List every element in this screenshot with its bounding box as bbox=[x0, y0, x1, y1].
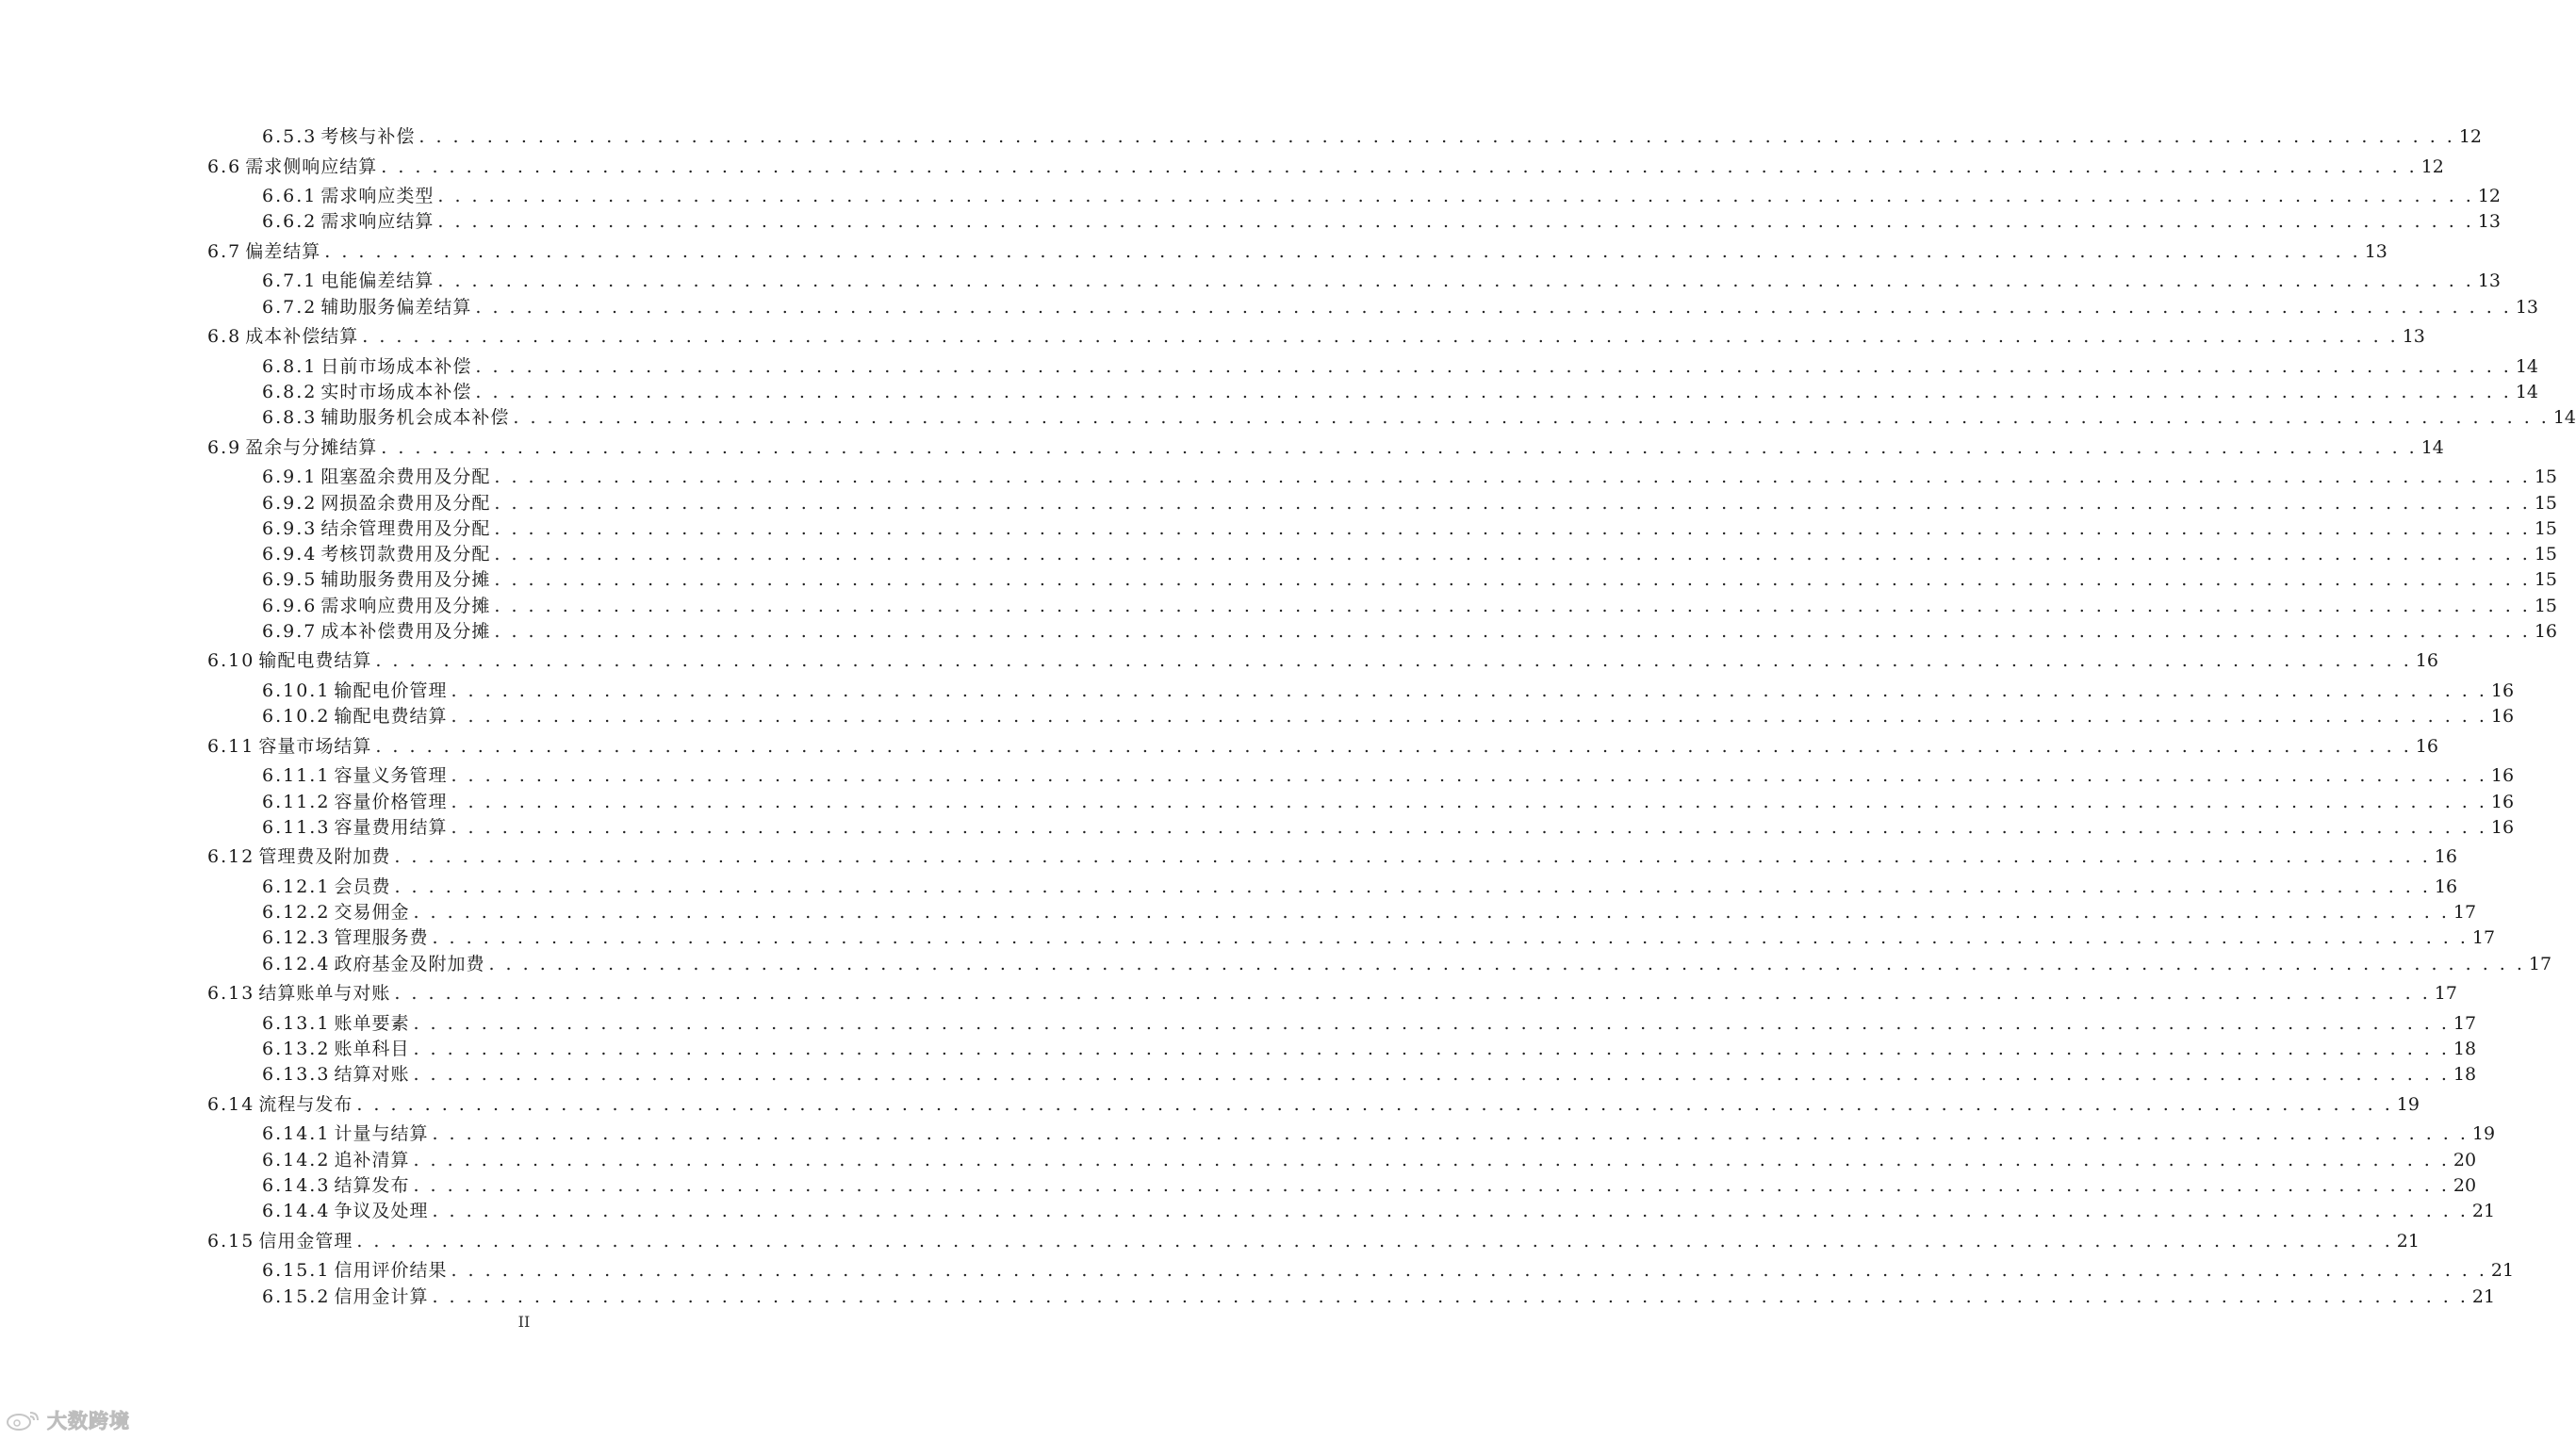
toc-entry-title: 输配电价管理 bbox=[334, 680, 448, 701]
toc-dot-leader: . . . . . . . . . . . . . . . . . . . . . . . . . . . . . . . . . . . . . . . . . . . . . . . . . . . . . . . . . . . . . . . . . . . . . . . . . . . . . . . . . . . . . . . . . . . . . . . . . . . . . . . . . . . . . . . . . . . . . . . . bbox=[475, 356, 2512, 377]
toc-subsection-entry[interactable] bbox=[262, 209, 2502, 234]
toc-dot-leader: . . . . . . . . . . . . . . . . . . . . . . . . . . . . . . . . . . . . . . . . . . . . . . . . . . . . . . . . . . . . . . . . . . . . . . . . . . . . . . . . . . . . . . . . . . . . . . . . . . . . . . . . . . . . . . . . . . . . . . . . bbox=[494, 596, 2531, 616]
toc-entry-number: 6.13.2 bbox=[262, 1039, 331, 1059]
toc-entry-number: 6.9.3 bbox=[262, 518, 318, 539]
toc-entry-number: 6.7.2 bbox=[262, 297, 318, 318]
toc-page-number: 14 bbox=[2515, 382, 2539, 402]
toc-page-number: 12 bbox=[2477, 186, 2502, 206]
toc-entry-number: 6.9.5 bbox=[262, 569, 318, 590]
toc-entry-number: 6.8.2 bbox=[262, 382, 318, 402]
toc-page-number: 13 bbox=[2477, 211, 2502, 232]
toc-section-entry[interactable] bbox=[207, 1092, 2420, 1117]
toc-entry-number: 6.9.4 bbox=[262, 544, 318, 565]
toc-entry-title: 信用金管理 bbox=[258, 1231, 353, 1252]
toc-dot-leader: . . . . . . . . . . . . . . . . . . . . . . . . . . . . . . . . . . . . . . . . . . . . . . . . . . . . . . . . . . . . . . . . . . . . . . . . . . . . . . . . . . . . . . . . . . . . . . . . . . . . . . . . . . . . . . . . . . . . . . . . bbox=[356, 1231, 2393, 1252]
toc-entry-number: 6.9.2 bbox=[262, 493, 318, 514]
toc-subsection-entry[interactable] bbox=[262, 405, 2576, 430]
toc-page-number: 14 bbox=[2515, 356, 2539, 377]
toc-dot-leader: . . . . . . . . . . . . . . . . . . . . . . . . . . . . . . . . . . . . . . . . . . . . . . . . . . . . . . . . . . . . . . . . . . . . . . . . . . . . . . . . . . . . . . . . . . . . . . . . . . . . . . . . . . . . . . . . . . . . . . . . bbox=[324, 241, 2361, 262]
toc-subsection-entry[interactable] bbox=[262, 516, 2558, 541]
toc-dot-leader: . . . . . . . . . . . . . . . . . . . . . . . . . . . . . . . . . . . . . . . . . . . . . . . . . . . . . . . . . . . . . . . . . . . . . . . . . . . . . . . . . . . . . . . . . . . . . . . . . . . . . . . . . . . . . . . . . . . . . . . . bbox=[375, 650, 2412, 671]
toc-page-number: 16 bbox=[2534, 621, 2558, 642]
toc-entry-number: 6.6 bbox=[207, 156, 242, 177]
toc-entry-title: 容量市场结算 bbox=[258, 736, 372, 757]
toc-page-number: 15 bbox=[2534, 518, 2558, 539]
toc-entry-title: 容量义务管理 bbox=[334, 765, 448, 786]
toc-dot-leader: . . . . . . . . . . . . . . . . . . . . . . . . . . . . . . . . . . . . . . . . . . . . . . . . . . . . . . . . . . . . . . . . . . . . . . . . . . . . . . . . . . . . . . . . . . . . . . . . . . . . . . . . . . . . . . . . . . . . . . . . bbox=[494, 518, 2531, 539]
toc-dot-leader: . . . . . . . . . . . . . . . . . . . . . . . . . . . . . . . . . . . . . . . . . . . . . . . . . . . . . . . . . . . . . . . . . . . . . . . . . . . . . . . . . . . . . . . . . . . . . . . . . . . . . . . . . . . . . . . . . . . . . . . . bbox=[413, 1039, 2450, 1059]
toc-section-entry[interactable] bbox=[207, 155, 2444, 179]
toc-page-number: 19 bbox=[2396, 1094, 2420, 1115]
toc-page-number: 21 bbox=[2490, 1260, 2515, 1281]
toc-entry-title: 管理费及附加费 bbox=[258, 846, 391, 867]
toc-page-number: 15 bbox=[2534, 544, 2558, 565]
toc-dot-leader: . . . . . . . . . . . . . . . . . . . . . . . . . . . . . . . . . . . . . . . . . . . . . . . . . . . . . . . . . . . . . . . . . . . . . . . . . . . . . . . . . . . . . . . . . . . . . . . . . . . . . . . . . . . . . . . . . . . . . . . . bbox=[437, 186, 2474, 206]
toc-entry-number: 6.11.2 bbox=[262, 792, 331, 812]
toc-page-number: 17 bbox=[2471, 927, 2496, 948]
toc-entry-title: 计量与结算 bbox=[334, 1123, 429, 1144]
toc-dot-leader: . . . . . . . . . . . . . . . . . . . . . . . . . . . . . . . . . . . . . . . . . . . . . . . . . . . . . . . . . . . . . . . . . . . . . . . . . . . . . . . . . . . . . . . . . . . . . . . . . . . . . . . . . . . . . . . . . . . . . . . . bbox=[451, 765, 2487, 786]
toc-entry-number: 6.5.3 bbox=[262, 126, 318, 147]
toc-subsection-entry[interactable] bbox=[262, 679, 2515, 703]
toc-page-number: 16 bbox=[2490, 817, 2515, 838]
toc-dot-leader: . . . . . . . . . . . . . . . . . . . . . . . . . . . . . . . . . . . . . . . . . . . . . . . . . . . . . . . . . . . . . . . . . . . . . . . . . . . . . . . . . . . . . . . . . . . . . . . . . . . . . . . . . . . . . . . . . . . . . . . . bbox=[432, 1123, 2469, 1144]
toc-section-entry[interactable] bbox=[207, 435, 2444, 460]
toc-section-entry[interactable] bbox=[207, 324, 2425, 349]
toc-entry-title: 辅助服务机会成本补偿 bbox=[320, 407, 510, 428]
toc-entry-number: 6.14.4 bbox=[262, 1201, 331, 1221]
toc-section-entry[interactable] bbox=[207, 239, 2387, 264]
toc-dot-leader: . . . . . . . . . . . . . . . . . . . . . . . . . . . . . . . . . . . . . . . . . . . . . . . . . . . . . . . . . . . . . . . . . . . . . . . . . . . . . . . . . . . . . . . . . . . . . . . . . . . . . . . . . . . . . . . . . . . . . . . . bbox=[432, 927, 2469, 948]
toc-subsection-entry[interactable] bbox=[262, 295, 2539, 319]
toc-entry-number: 6.7 bbox=[207, 241, 242, 262]
toc-entry-number: 6.11 bbox=[207, 736, 255, 757]
toc-page-number: 17 bbox=[2453, 1013, 2477, 1034]
toc-dot-leader: . . . . . . . . . . . . . . . . . . . . . . . . . . . . . . . . . . . . . . . . . . . . . . . . . . . . . . . . . . . . . . . . . . . . . . . . . . . . . . . . . . . . . . . . . . . . . . . . . . . . . . . . . . . . . . . . . . . . . . . . bbox=[381, 437, 2418, 458]
toc-dot-leader: . . . . . . . . . . . . . . . . . . . . . . . . . . . . . . . . . . . . . . . . . . . . . . . . . . . . . . . . . . . . . . . . . . . . . . . . . . . . . . . . . . . . . . . . . . . . . . . . . . . . . . . . . . . . . . . . . . . . . . . . bbox=[375, 736, 2412, 757]
toc-entry-number: 6.6.2 bbox=[262, 211, 318, 232]
toc-subsection-entry[interactable] bbox=[262, 763, 2515, 788]
toc-section-entry[interactable] bbox=[207, 844, 2457, 869]
toc-entry-title: 政府基金及附加费 bbox=[334, 954, 485, 974]
toc-entry-number: 6.8 bbox=[207, 326, 242, 347]
toc-dot-leader: . . . . . . . . . . . . . . . . . . . . . . . . . . . . . . . . . . . . . . . . . . . . . . . . . . . . . . . . . . . . . . . . . . . . . . . . . . . . . . . . . . . . . . . . . . . . . . . . . . . . . . . . . . . . . . . . . . . . . . . . bbox=[362, 326, 2399, 347]
toc-dot-leader: . . . . . . . . . . . . . . . . . . . . . . . . . . . . . . . . . . . . . . . . . . . . . . . . . . . . . . . . . . . . . . . . . . . . . . . . . . . . . . . . . . . . . . . . . . . . . . . . . . . . . . . . . . . . . . . . . . . . . . . . bbox=[494, 493, 2531, 514]
toc-page-number: 12 bbox=[2420, 156, 2444, 177]
toc-page-number: 19 bbox=[2471, 1123, 2496, 1144]
toc-entry-number: 6.11.1 bbox=[262, 765, 331, 786]
toc-entry-title: 账单要素 bbox=[334, 1013, 410, 1034]
toc-entry-title: 电能偏差结算 bbox=[320, 270, 435, 291]
toc-subsection-entry[interactable] bbox=[262, 704, 2515, 728]
toc-entry-number: 6.12 bbox=[207, 846, 255, 867]
toc-entry-number: 6.10 bbox=[207, 650, 255, 671]
toc-subsection-entry[interactable] bbox=[262, 491, 2558, 515]
toc-entry-number: 6.12.3 bbox=[262, 927, 331, 948]
toc-subsection-entry[interactable] bbox=[262, 184, 2502, 208]
toc-entry-number: 6.15.1 bbox=[262, 1260, 331, 1281]
toc-entry-number: 6.15.2 bbox=[262, 1286, 331, 1307]
toc-entry-number: 6.14.3 bbox=[262, 1175, 331, 1196]
toc-entry-title: 网损盈余费用及分配 bbox=[320, 493, 491, 514]
toc-subsection-entry[interactable] bbox=[262, 354, 2539, 379]
toc-subsection-entry[interactable] bbox=[262, 815, 2515, 840]
toc-page-number: 21 bbox=[2471, 1201, 2496, 1221]
toc-subsection-entry[interactable] bbox=[262, 465, 2558, 489]
toc-entry-title: 阻塞盈余费用及分配 bbox=[320, 466, 491, 487]
toc-subsection-entry[interactable] bbox=[262, 567, 2558, 592]
toc-subsection-entry[interactable] bbox=[262, 1062, 2477, 1087]
toc-subsection-entry[interactable] bbox=[262, 1121, 2496, 1146]
toc-dot-leader: . . . . . . . . . . . . . . . . . . . . . . . . . . . . . . . . . . . . . . . . . . . . . . . . . . . . . . . . . . . . . . . . . . . . . . . . . . . . . . . . . . . . . . . . . . . . . . . . . . . . . . . . . . . . . . . . . . . . . . . . bbox=[494, 466, 2531, 487]
toc-entry-title: 交易佣金 bbox=[334, 902, 410, 923]
toc-dot-leader: . . . . . . . . . . . . . . . . . . . . . . . . . . . . . . . . . . . . . . . . . . . . . . . . . . . . . . . . . . . . . . . . . . . . . . . . . . . . . . . . . . . . . . . . . . . . . . . . . . . . . . . . . . . . . . . . . . . . . . . . bbox=[432, 1201, 2469, 1221]
toc-entry-title: 管理服务费 bbox=[334, 927, 429, 948]
toc-page-number: 16 bbox=[2490, 765, 2515, 786]
toc-entry-number: 6.13.1 bbox=[262, 1013, 331, 1034]
toc-page-number: 16 bbox=[2434, 876, 2458, 897]
toc-entry-number: 6.14 bbox=[207, 1094, 255, 1115]
toc-entry-number: 6.6.1 bbox=[262, 186, 318, 206]
toc-dot-leader: . . . . . . . . . . . . . . . . . . . . . . . . . . . . . . . . . . . . . . . . . . . . . . . . . . . . . . . . . . . . . . . . . . . . . . . . . . . . . . . . . . . . . . . . . . . . . . . . . . . . . . . . . . . . . . . . . . . . . . . . bbox=[451, 1260, 2487, 1281]
toc-entry-title: 容量费用结算 bbox=[334, 817, 448, 838]
toc-entry-number: 6.7.1 bbox=[262, 270, 318, 291]
toc-page-number: 21 bbox=[2471, 1286, 2496, 1307]
watermark bbox=[6, 1406, 130, 1434]
toc-dot-leader: . . . . . . . . . . . . . . . . . . . . . . . . . . . . . . . . . . . . . . . . . . . . . . . . . . . . . . . . . . . . . . . . . . . . . . . . . . . . . . . . . . . . . . . . . . . . . . . . . . . . . . . . . . . . . . . . . . . . . . . . bbox=[413, 1013, 2450, 1034]
toc-dot-leader: . . . . . . . . . . . . . . . . . . . . . . . . . . . . . . . . . . . . . . . . . . . . . . . . . . . . . . . . . . . . . . . . . . . . . . . . . . . . . . . . . . . . . . . . . . . . . . . . . . . . . . . . . . . . . . . . . . . . . . . . bbox=[513, 407, 2550, 428]
toc-page-number: 20 bbox=[2453, 1150, 2477, 1170]
toc-subsection-entry[interactable] bbox=[262, 594, 2558, 618]
toc-subsection-entry[interactable] bbox=[262, 1199, 2496, 1223]
toc-page-number: 15 bbox=[2534, 569, 2558, 590]
toc-entry-title: 辅助服务偏差结算 bbox=[320, 297, 472, 318]
toc-entry-number: 6.14.1 bbox=[262, 1123, 331, 1144]
toc-subsection-entry[interactable] bbox=[262, 124, 2483, 149]
toc-page-number: 16 bbox=[2490, 706, 2515, 727]
toc-entry-number: 6.13 bbox=[207, 983, 255, 1004]
toc-dot-leader: . . . . . . . . . . . . . . . . . . . . . . . . . . . . . . . . . . . . . . . . . . . . . . . . . . . . . . . . . . . . . . . . . . . . . . . . . . . . . . . . . . . . . . . . . . . . . . . . . . . . . . . . . . . . . . . . . . . . . . . . bbox=[432, 1286, 2469, 1307]
toc-entry-title: 信用评价结果 bbox=[334, 1260, 448, 1281]
toc-dot-leader: . . . . . . . . . . . . . . . . . . . . . . . . . . . . . . . . . . . . . . . . . . . . . . . . . . . . . . . . . . . . . . . . . . . . . . . . . . . . . . . . . . . . . . . . . . . . . . . . . . . . . . . . . . . . . . . . . . . . . . . . bbox=[413, 1064, 2450, 1085]
toc-entry-title: 会员费 bbox=[334, 876, 391, 897]
toc-entry-number: 6.8.3 bbox=[262, 407, 318, 428]
toc-page-number: 21 bbox=[2396, 1231, 2420, 1252]
toc-entry-title: 流程与发布 bbox=[258, 1094, 353, 1115]
toc-dot-leader: . . . . . . . . . . . . . . . . . . . . . . . . . . . . . . . . . . . . . . . . . . . . . . . . . . . . . . . . . . . . . . . . . . . . . . . . . . . . . . . . . . . . . . . . . . . . . . . . . . . . . . . . . . . . . . . . . . . . . . . . bbox=[418, 126, 2455, 147]
toc-page-number: 16 bbox=[2434, 846, 2457, 867]
toc-dot-leader: . . . . . . . . . . . . . . . . . . . . . . . . . . . . . . . . . . . . . . . . . . . . . . . . . . . . . . . . . . . . . . . . . . . . . . . . . . . . . . . . . . . . . . . . . . . . . . . . . . . . . . . . . . . . . . . . . . . . . . . . bbox=[451, 792, 2487, 812]
toc-entry-title: 需求侧响应结算 bbox=[245, 156, 378, 177]
toc-entry-title: 追补清算 bbox=[334, 1150, 410, 1170]
toc-dot-leader: . . . . . . . . . . . . . . . . . . . . . . . . . . . . . . . . . . . . . . . . . . . . . . . . . . . . . . . . . . . . . . . . . . . . . . . . . . . . . . . . . . . . . . . . . . . . . . . . . . . . . . . . . . . . . . . . . . . . . . . . bbox=[437, 211, 2474, 232]
toc-entry-number: 6.14.2 bbox=[262, 1150, 331, 1170]
toc-entry-title: 信用金计算 bbox=[334, 1286, 429, 1307]
toc-dot-leader: . . . . . . . . . . . . . . . . . . . . . . . . . . . . . . . . . . . . . . . . . . . . . . . . . . . . . . . . . . . . . . . . . . . . . . . . . . . . . . . . . . . . . . . . . . . . . . . . . . . . . . . . . . . . . . . . . . . . . . . . bbox=[394, 876, 2431, 897]
toc-entry-title: 账单科目 bbox=[334, 1039, 410, 1059]
toc-section-entry[interactable] bbox=[207, 648, 2438, 673]
toc-entry-title: 容量价格管理 bbox=[334, 792, 448, 812]
toc-subsection-entry[interactable] bbox=[262, 1173, 2477, 1198]
weibo-logo-icon bbox=[6, 1409, 43, 1432]
toc-page-number: 15 bbox=[2534, 466, 2558, 487]
toc-entry-number: 6.12.1 bbox=[262, 876, 331, 897]
toc-subsection-entry[interactable] bbox=[262, 1037, 2477, 1061]
toc-subsection-entry[interactable] bbox=[262, 269, 2502, 293]
toc-entry-title: 需求响应结算 bbox=[320, 211, 435, 232]
toc-dot-leader: . . . . . . . . . . . . . . . . . . . . . . . . . . . . . . . . . . . . . . . . . . . . . . . . . . . . . . . . . . . . . . . . . . . . . . . . . . . . . . . . . . . . . . . . . . . . . . . . . . . . . . . . . . . . . . . . . . . . . . . . bbox=[494, 569, 2531, 590]
toc-entry-number: 6.15 bbox=[207, 1231, 255, 1252]
toc-entry-title: 需求响应费用及分摊 bbox=[320, 596, 491, 616]
toc-entry-number: 6.9.7 bbox=[262, 621, 318, 642]
toc-page-number: 16 bbox=[2490, 680, 2515, 701]
toc-entry-title: 考核与补偿 bbox=[320, 126, 416, 147]
toc-entry-title: 输配电费结算 bbox=[258, 650, 372, 671]
toc-subsection-entry[interactable] bbox=[262, 900, 2477, 925]
toc-subsection-entry[interactable] bbox=[262, 1258, 2515, 1283]
toc-entry-title: 实时市场成本补偿 bbox=[320, 382, 472, 402]
toc-dot-leader: . . . . . . . . . . . . . . . . . . . . . . . . . . . . . . . . . . . . . . . . . . . . . . . . . . . . . . . . . . . . . . . . . . . . . . . . . . . . . . . . . . . . . . . . . . . . . . . . . . . . . . . . . . . . . . . . . . . . . . . . bbox=[494, 544, 2531, 565]
toc-entry-title: 结算账单与对账 bbox=[258, 983, 391, 1004]
toc-entry-title: 需求响应类型 bbox=[320, 186, 435, 206]
toc-page-number: 16 bbox=[2415, 650, 2438, 671]
toc-entry-title: 偏差结算 bbox=[245, 241, 321, 262]
toc-dot-leader: . . . . . . . . . . . . . . . . . . . . . . . . . . . . . . . . . . . . . . . . . . . . . . . . . . . . . . . . . . . . . . . . . . . . . . . . . . . . . . . . . . . . . . . . . . . . . . . . . . . . . . . . . . . . . . . . . . . . . . . . bbox=[356, 1094, 2393, 1115]
toc-entry-title: 日前市场成本补偿 bbox=[320, 356, 472, 377]
toc-page-number: 17 bbox=[2453, 902, 2477, 923]
toc-entry-number: 6.12.2 bbox=[262, 902, 331, 923]
toc-entry-title: 结余管理费用及分配 bbox=[320, 518, 491, 539]
toc-dot-leader: . . . . . . . . . . . . . . . . . . . . . . . . . . . . . . . . . . . . . . . . . . . . . . . . . . . . . . . . . . . . . . . . . . . . . . . . . . . . . . . . . . . . . . . . . . . . . . . . . . . . . . . . . . . . . . . . . . . . . . . . bbox=[394, 846, 2431, 867]
toc-page-number: 16 bbox=[2415, 736, 2438, 757]
toc-entry-number: 6.12.4 bbox=[262, 954, 331, 974]
toc-entry-title: 结算发布 bbox=[334, 1175, 410, 1196]
toc-entry-title: 辅助服务费用及分摊 bbox=[320, 569, 491, 590]
toc-page-number: 17 bbox=[2434, 983, 2457, 1004]
toc-entry-number: 6.8.1 bbox=[262, 356, 318, 377]
toc-dot-leader: . . . . . . . . . . . . . . . . . . . . . . . . . . . . . . . . . . . . . . . . . . . . . . . . . . . . . . . . . . . . . . . . . . . . . . . . . . . . . . . . . . . . . . . . . . . . . . . . . . . . . . . . . . . . . . . . . . . . . . . . bbox=[437, 270, 2474, 291]
toc-subsection-entry[interactable] bbox=[262, 925, 2496, 950]
toc-dot-leader: . . . . . . . . . . . . . . . . . . . . . . . . . . . . . . . . . . . . . . . . . . . . . . . . . . . . . . . . . . . . . . . . . . . . . . . . . . . . . . . . . . . . . . . . . . . . . . . . . . . . . . . . . . . . . . . . . . . . . . . . bbox=[381, 156, 2418, 177]
toc-subsection-entry[interactable] bbox=[262, 380, 2539, 404]
toc-dot-leader: . . . . . . . . . . . . . . . . . . . . . . . . . . . . . . . . . . . . . . . . . . . . . . . . . . . . . . . . . . . . . . . . . . . . . . . . . . . . . . . . . . . . . . . . . . . . . . . . . . . . . . . . . . . . . . . . . . . . . . . . bbox=[413, 902, 2450, 923]
toc-dot-leader: . . . . . . . . . . . . . . . . . . . . . . . . . . . . . . . . . . . . . . . . . . . . . . . . . . . . . . . . . . . . . . . . . . . . . . . . . . . . . . . . . . . . . . . . . . . . . . . . . . . . . . . . . . . . . . . . . . . . . . . . bbox=[413, 1175, 2450, 1196]
toc-entry-title: 成本补偿结算 bbox=[245, 326, 359, 347]
toc-section-entry[interactable] bbox=[207, 734, 2438, 759]
toc-entry-title: 争议及处理 bbox=[334, 1201, 429, 1221]
watermark-text: 大数跨境 bbox=[47, 1410, 130, 1432]
toc-dot-leader: . . . . . . . . . . . . . . . . . . . . . . . . . . . . . . . . . . . . . . . . . . . . . . . . . . . . . . . . . . . . . . . . . . . . . . . . . . . . . . . . . . . . . . . . . . . . . . . . . . . . . . . . . . . . . . . . . . . . . . . . bbox=[451, 817, 2487, 838]
toc-page-number: 15 bbox=[2534, 493, 2558, 514]
toc-subsection-entry[interactable] bbox=[262, 619, 2558, 644]
toc-subsection-entry[interactable] bbox=[262, 875, 2458, 899]
toc-page-number: 16 bbox=[2490, 792, 2515, 812]
toc-page-number: 18 bbox=[2453, 1039, 2477, 1059]
toc-page-number: 18 bbox=[2453, 1064, 2477, 1085]
page-number: II bbox=[517, 1313, 531, 1331]
toc-page-number: 17 bbox=[2528, 954, 2552, 974]
toc-subsection-entry[interactable] bbox=[262, 1285, 2496, 1309]
toc-dot-leader: . . . . . . . . . . . . . . . . . . . . . . . . . . . . . . . . . . . . . . . . . . . . . . . . . . . . . . . . . . . . . . . . . . . . . . . . . . . . . . . . . . . . . . . . . . . . . . . . . . . . . . . . . . . . . . . . . . . . . . . . bbox=[451, 706, 2487, 727]
toc-page-number: 12 bbox=[2458, 126, 2483, 147]
toc-entry-number: 6.10.1 bbox=[262, 680, 331, 701]
toc-page-number: 20 bbox=[2453, 1175, 2477, 1196]
toc-dot-leader: . . . . . . . . . . . . . . . . . . . . . . . . . . . . . . . . . . . . . . . . . . . . . . . . . . . . . . . . . . . . . . . . . . . . . . . . . . . . . . . . . . . . . . . . . . . . . . . . . . . . . . . . . . . . . . . . . . . . . . . . bbox=[413, 1150, 2450, 1170]
toc-dot-leader: . . . . . . . . . . . . . . . . . . . . . . . . . . . . . . . . . . . . . . . . . . . . . . . . . . . . . . . . . . . . . . . . . . . . . . . . . . . . . . . . . . . . . . . . . . . . . . . . . . . . . . . . . . . . . . . . . . . . . . . . bbox=[488, 954, 2525, 974]
toc-dot-leader: . . . . . . . . . . . . . . . . . . . . . . . . . . . . . . . . . . . . . . . . . . . . . . . . . . . . . . . . . . . . . . . . . . . . . . . . . . . . . . . . . . . . . . . . . . . . . . . . . . . . . . . . . . . . . . . . . . . . . . . . bbox=[451, 680, 2487, 701]
toc-dot-leader: . . . . . . . . . . . . . . . . . . . . . . . . . . . . . . . . . . . . . . . . . . . . . . . . . . . . . . . . . . . . . . . . . . . . . . . . . . . . . . . . . . . . . . . . . . . . . . . . . . . . . . . . . . . . . . . . . . . . . . . . bbox=[475, 382, 2512, 402]
toc-page-number: 13 bbox=[2477, 270, 2502, 291]
toc-dot-leader: . . . . . . . . . . . . . . . . . . . . . . . . . . . . . . . . . . . . . . . . . . . . . . . . . . . . . . . . . . . . . . . . . . . . . . . . . . . . . . . . . . . . . . . . . . . . . . . . . . . . . . . . . . . . . . . . . . . . . . . . bbox=[494, 621, 2531, 642]
toc-page-number: 13 bbox=[2515, 297, 2539, 318]
toc-page-number: 13 bbox=[2402, 326, 2425, 347]
toc-subsection-entry[interactable] bbox=[262, 542, 2558, 566]
toc-section-entry[interactable] bbox=[207, 1229, 2420, 1253]
toc-dot-leader: . . . . . . . . . . . . . . . . . . . . . . . . . . . . . . . . . . . . . . . . . . . . . . . . . . . . . . . . . . . . . . . . . . . . . . . . . . . . . . . . . . . . . . . . . . . . . . . . . . . . . . . . . . . . . . . . . . . . . . . . bbox=[475, 297, 2512, 318]
toc-entry-title: 输配电费结算 bbox=[334, 706, 448, 727]
toc-subsection-entry[interactable] bbox=[262, 1148, 2477, 1172]
toc-entry-number: 6.11.3 bbox=[262, 817, 331, 838]
toc-dot-leader: . . . . . . . . . . . . . . . . . . . . . . . . . . . . . . . . . . . . . . . . . . . . . . . . . . . . . . . . . . . . . . . . . . . . . . . . . . . . . . . . . . . . . . . . . . . . . . . . . . . . . . . . . . . . . . . . . . . . . . . . bbox=[394, 983, 2431, 1004]
toc-entry-number: 6.9 bbox=[207, 437, 242, 458]
toc-page-number: 15 bbox=[2534, 596, 2558, 616]
toc-page-number: 14 bbox=[2420, 437, 2444, 458]
toc-subsection-entry[interactable] bbox=[262, 952, 2552, 976]
toc-entry-title: 盈余与分摊结算 bbox=[245, 437, 378, 458]
toc-entry-title: 考核罚款费用及分配 bbox=[320, 544, 491, 565]
toc-subsection-entry[interactable] bbox=[262, 1011, 2477, 1036]
toc-entry-title: 结算对账 bbox=[334, 1064, 410, 1085]
toc-entry-number: 6.13.3 bbox=[262, 1064, 331, 1085]
toc-page-number: 14 bbox=[2552, 407, 2576, 428]
toc-page-number: 13 bbox=[2364, 241, 2387, 262]
toc-entry-title: 成本补偿费用及分摊 bbox=[320, 621, 491, 642]
toc-entry-number: 6.9.6 bbox=[262, 596, 318, 616]
toc-entry-number: 6.9.1 bbox=[262, 466, 318, 487]
toc-subsection-entry[interactable] bbox=[262, 790, 2515, 814]
toc-entry-number: 6.10.2 bbox=[262, 706, 331, 727]
toc-section-entry[interactable] bbox=[207, 981, 2457, 1006]
